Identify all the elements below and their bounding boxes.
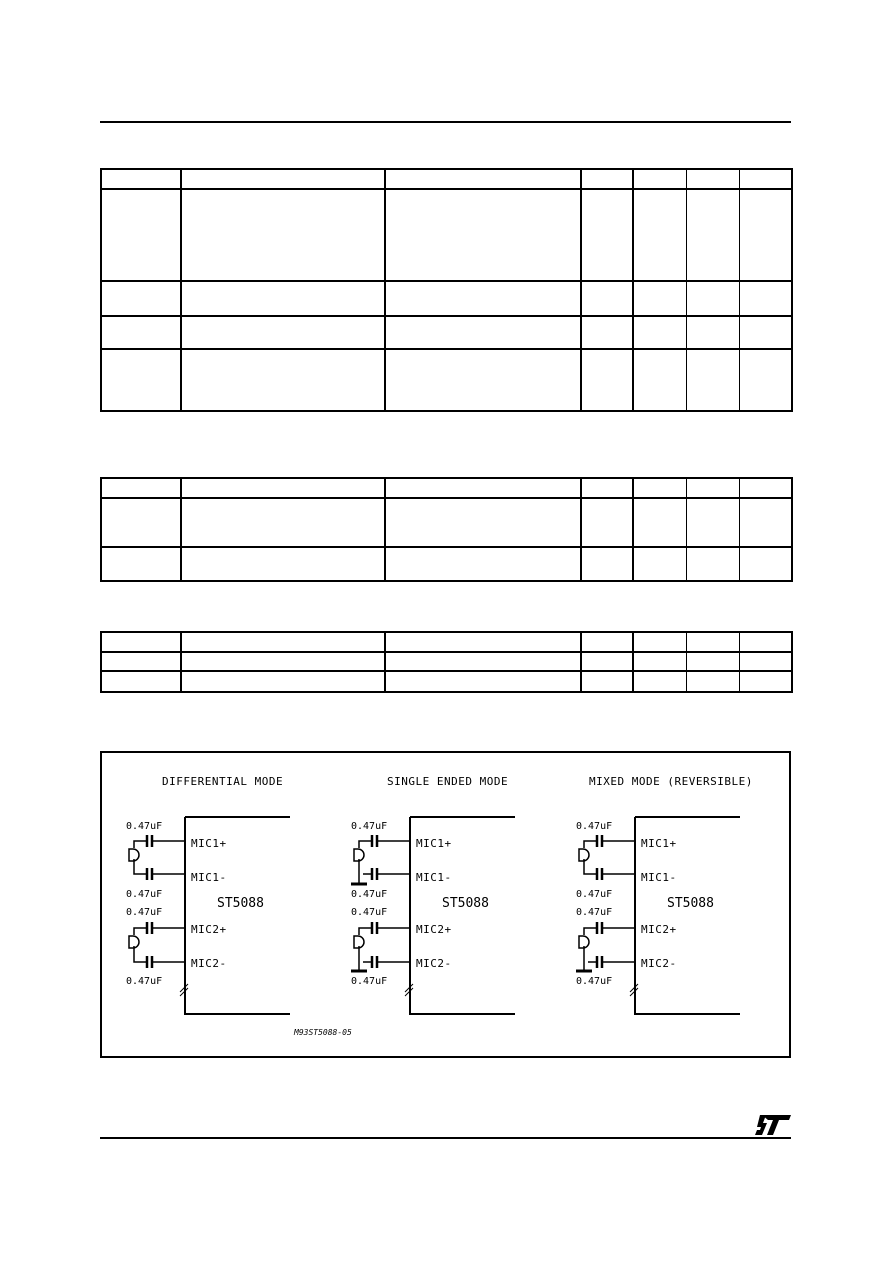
- schematic-svg: [102, 753, 789, 1056]
- footer-rule: [100, 1137, 791, 1139]
- table-header-row: [101, 169, 792, 189]
- table-row: [101, 349, 792, 411]
- capacitor-value: 0.47uF: [126, 907, 163, 918]
- capacitor-value: 0.47uF: [576, 907, 613, 918]
- pin-label: MIC2-: [416, 957, 452, 970]
- mic2-circuit: [351, 922, 410, 971]
- pin-label: MIC1+: [191, 837, 227, 850]
- mic1-circuit: [351, 835, 410, 884]
- capacitor-value: 0.47uF: [576, 821, 613, 832]
- table-row: [101, 671, 792, 692]
- mode-title: SINGLE ENDED MODE: [387, 775, 509, 788]
- pin-label: MIC1-: [191, 871, 227, 884]
- table-row: [101, 316, 792, 349]
- table-row: [101, 652, 792, 671]
- capacitor-value: 0.47uF: [126, 976, 163, 987]
- capacitor-value: 0.47uF: [351, 821, 388, 832]
- mic2-circuit: [576, 922, 635, 971]
- table-row: [101, 498, 792, 547]
- pin-label: MIC2+: [416, 923, 452, 936]
- capacitor-value: 0.47uF: [576, 889, 613, 900]
- chip-label: ST5088: [217, 896, 264, 911]
- pin-label: MIC2+: [641, 923, 677, 936]
- mic2-circuit: [129, 922, 185, 968]
- pin-label: MIC2-: [191, 957, 227, 970]
- st-logo-icon: [754, 1114, 792, 1136]
- chip-label: ST5088: [667, 896, 714, 911]
- mode-title: MIXED MODE (REVERSIBLE): [589, 775, 753, 788]
- table-header-row: [101, 632, 792, 652]
- figure-code: M93ST5088-05: [294, 1028, 352, 1037]
- capacitor-value: 0.47uF: [351, 907, 388, 918]
- pin-label: MIC2+: [191, 923, 227, 936]
- spec-table-2: [100, 477, 793, 582]
- pin-label: MIC2-: [641, 957, 677, 970]
- mode-title: DIFFERENTIAL MODE: [162, 775, 284, 788]
- spec-table-3: [100, 631, 793, 693]
- capacitor-value: 0.47uF: [126, 889, 163, 900]
- single-ended-mode-schematic: [351, 775, 515, 1014]
- pin-label: MIC1-: [641, 871, 677, 884]
- mic1-circuit: [129, 835, 185, 880]
- capacitor-value: 0.47uF: [351, 889, 388, 900]
- chip-label: ST5088: [442, 896, 489, 911]
- capacitor-value: 0.47uF: [576, 976, 613, 987]
- spec-table-1: [100, 168, 793, 412]
- table-row: [101, 281, 792, 316]
- differential-mode-schematic: [126, 775, 290, 1014]
- table-row: [101, 547, 792, 581]
- capacitor-value: 0.47uF: [351, 976, 388, 987]
- capacitor-value: 0.47uF: [126, 821, 163, 832]
- mic1-circuit: [579, 835, 635, 880]
- microphone-modes-figure: [100, 751, 791, 1058]
- table-header-row: [101, 478, 792, 498]
- table-row: [101, 189, 792, 281]
- mixed-mode-schematic: [576, 775, 753, 1014]
- header-rule: [100, 121, 791, 123]
- pin-label: MIC1-: [416, 871, 452, 884]
- pin-label: MIC1+: [416, 837, 452, 850]
- pin-label: MIC1+: [641, 837, 677, 850]
